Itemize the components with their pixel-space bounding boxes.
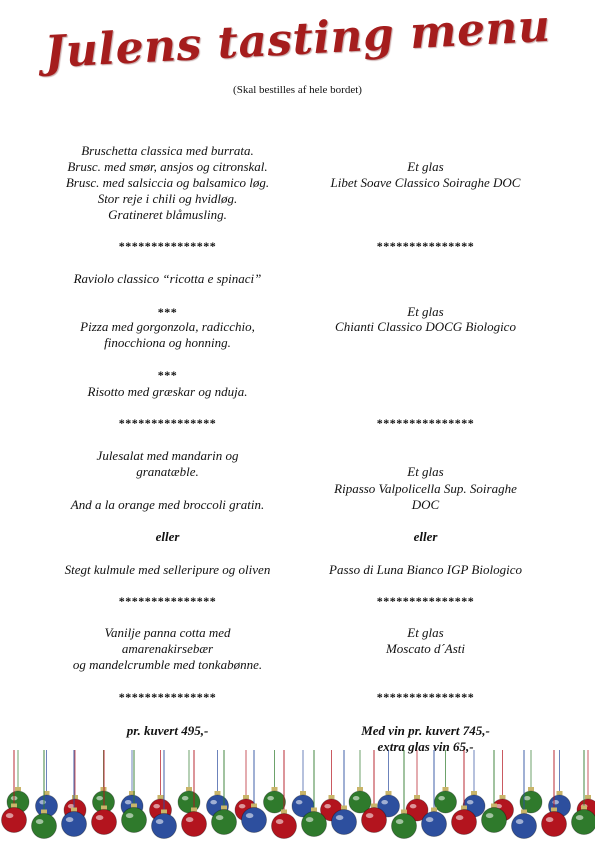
bauble-highlight	[324, 804, 331, 808]
bauble	[435, 791, 457, 813]
bauble	[542, 812, 567, 837]
bauble-cap	[443, 787, 449, 791]
mini-separator: ***	[157, 368, 178, 382]
bauble-cap	[161, 810, 167, 814]
or-label: eller	[413, 529, 438, 544]
bauble-cap	[221, 806, 227, 810]
bauble	[152, 814, 177, 839]
bauble-highlight	[66, 817, 74, 822]
bauble-highlight	[36, 819, 44, 824]
food-line: Brusc. med salsiccia og balsamico løg.	[65, 175, 270, 190]
bauble	[332, 810, 357, 835]
bauble-cap	[131, 804, 137, 808]
bauble-highlight	[410, 804, 417, 808]
bauble-highlight	[96, 815, 104, 820]
separator: ***************	[376, 239, 475, 253]
bauble-highlight	[381, 800, 388, 804]
bauble-cap	[551, 808, 557, 812]
bauble-cap	[341, 806, 347, 810]
bauble-cap	[311, 808, 317, 812]
bauble-cap	[471, 791, 477, 795]
bauble-highlight	[524, 796, 531, 800]
bauble-cap	[386, 791, 392, 795]
separator: ***************	[118, 594, 217, 608]
wine-line: Chianti Classico DOCG Biologico	[335, 319, 516, 334]
bauble-highlight	[456, 815, 464, 820]
bauble-highlight	[126, 813, 134, 818]
glass-label: Et glas	[407, 304, 444, 319]
bauble-highlight	[353, 796, 360, 800]
menu-title: Julens tasting menu	[43, 0, 552, 79]
bauble-highlight	[486, 813, 494, 818]
food-line: Brusc. med smør, ansjos og citronskal.	[67, 159, 268, 174]
menu-subtitle: (Skal bestilles af hele bordet)	[233, 84, 362, 96]
wine-line: Passo di Luna Bianco IGP Biologico	[329, 562, 522, 577]
bauble-cap	[357, 787, 363, 791]
bauble-cap	[431, 808, 437, 812]
wine-line: Moscato d´Asti	[385, 641, 466, 656]
wine-line: Libet Soave Classico Soiraghe DOC	[330, 175, 521, 190]
christmas-baubles-decoration	[0, 750, 595, 842]
bauble	[512, 814, 537, 839]
bauble-cap	[401, 810, 407, 814]
bauble-cap	[371, 804, 377, 808]
bauble-highlight	[156, 819, 164, 824]
food-line: Bruschetta classica med burrata.	[81, 143, 254, 158]
food-line: amarenakirsebær	[121, 641, 214, 656]
bauble-highlight	[96, 796, 103, 800]
food-line: og mandelcrumble med tonkabønne.	[72, 657, 263, 672]
bauble-cap	[215, 791, 221, 795]
bauble	[272, 814, 297, 839]
food-line: Stegt kulmule med selleripure og oliven	[64, 562, 271, 577]
separator: ***************	[376, 690, 475, 704]
extra-glass-price: extra glas vin 65,-	[377, 739, 474, 754]
food-line: Julesalat med mandarin og	[96, 448, 239, 463]
bauble-highlight	[276, 819, 284, 824]
bauble-cap	[461, 806, 467, 810]
wine-line: DOC	[411, 497, 440, 512]
bauble-highlight	[467, 800, 474, 804]
bauble-cap	[528, 787, 534, 791]
separator: ***************	[376, 416, 475, 430]
bauble-cap	[158, 795, 164, 799]
bauble-highlight	[246, 813, 254, 818]
food-line: Risotto med græskar og nduja.	[87, 384, 248, 399]
bauble-highlight	[396, 819, 404, 824]
bauble	[242, 808, 267, 833]
food-line: finocchiona og honning.	[104, 335, 231, 350]
bauble	[2, 808, 27, 833]
wine-price: Med vin pr. kuvert 745,-	[361, 723, 490, 738]
bauble-cap	[243, 795, 249, 799]
separator: ***************	[118, 416, 217, 430]
bauble-cap	[11, 804, 17, 808]
bauble-highlight	[6, 813, 14, 818]
food-line: Stor reje i chili og hvidløg.	[97, 191, 238, 206]
glass-label: Et glas	[407, 625, 444, 640]
bauble-highlight	[546, 817, 554, 822]
separator: ***************	[118, 690, 217, 704]
bauble-cap	[414, 795, 420, 799]
food-line: Raviolo classico “ricotta e spinaci”	[73, 271, 262, 286]
bauble-highlight	[39, 800, 46, 804]
bauble-highlight	[267, 796, 274, 800]
bauble	[182, 812, 207, 837]
separator: ***************	[376, 594, 475, 608]
bauble	[452, 810, 477, 835]
bauble-cap	[585, 795, 591, 799]
food-line: Vanilje panna cotta med	[104, 625, 231, 640]
bauble-highlight	[516, 819, 524, 824]
bauble-cap	[101, 806, 107, 810]
glass-label: Et glas	[407, 159, 444, 174]
bauble	[572, 810, 595, 835]
bauble-cap	[281, 810, 287, 814]
bauble-cap	[191, 808, 197, 812]
bauble	[392, 814, 417, 839]
glass-label: Et glas	[407, 464, 444, 479]
bauble-highlight	[576, 815, 584, 820]
or-label: eller	[155, 529, 180, 544]
bauble	[482, 808, 507, 833]
bauble-highlight	[153, 804, 160, 808]
food-line: Gratineret blåmusling.	[108, 207, 227, 222]
bauble-cap	[581, 806, 587, 810]
bauble	[362, 808, 387, 833]
bauble-cap	[500, 795, 506, 799]
wine-line: Ripasso Valpolicella Sup. Soiraghe	[334, 481, 517, 496]
bauble-cap	[72, 795, 78, 799]
bauble-cap	[186, 787, 192, 791]
bauble	[92, 810, 117, 835]
bauble-highlight	[438, 796, 445, 800]
bauble-cap	[521, 810, 527, 814]
bauble-highlight	[216, 815, 224, 820]
bauble	[212, 810, 237, 835]
bauble	[32, 814, 57, 839]
bauble-highlight	[210, 800, 217, 804]
bauble-highlight	[426, 817, 434, 822]
bauble	[122, 808, 147, 833]
bauble-cap	[300, 791, 306, 795]
food-line: Pizza med gorgonzola, radicchio,	[80, 319, 255, 334]
bauble-cap	[272, 787, 278, 791]
bauble-highlight	[239, 804, 246, 808]
bauble-highlight	[306, 817, 314, 822]
bauble-highlight	[186, 817, 194, 822]
bauble	[422, 812, 447, 837]
bauble-cap	[251, 804, 257, 808]
bauble-cap	[491, 804, 497, 808]
bauble-highlight	[182, 796, 189, 800]
bauble	[62, 812, 87, 837]
bauble-highlight	[296, 800, 303, 804]
bauble-cap	[71, 808, 77, 812]
bauble-highlight	[125, 800, 132, 804]
bauble-cap	[557, 791, 563, 795]
food-line: And a la orange med broccoli gratin.	[70, 497, 265, 512]
bauble-highlight	[366, 813, 374, 818]
bauble-highlight	[336, 815, 344, 820]
food-price: pr. kuvert 495,-	[126, 723, 209, 738]
food-line: granatæble.	[136, 464, 199, 479]
mini-separator: ***	[157, 305, 178, 319]
bauble-cap	[41, 810, 47, 814]
bauble	[302, 812, 327, 837]
bauble-highlight	[552, 800, 559, 804]
bauble-cap	[15, 787, 21, 791]
bauble-cap	[329, 795, 335, 799]
separator: ***************	[118, 239, 217, 253]
